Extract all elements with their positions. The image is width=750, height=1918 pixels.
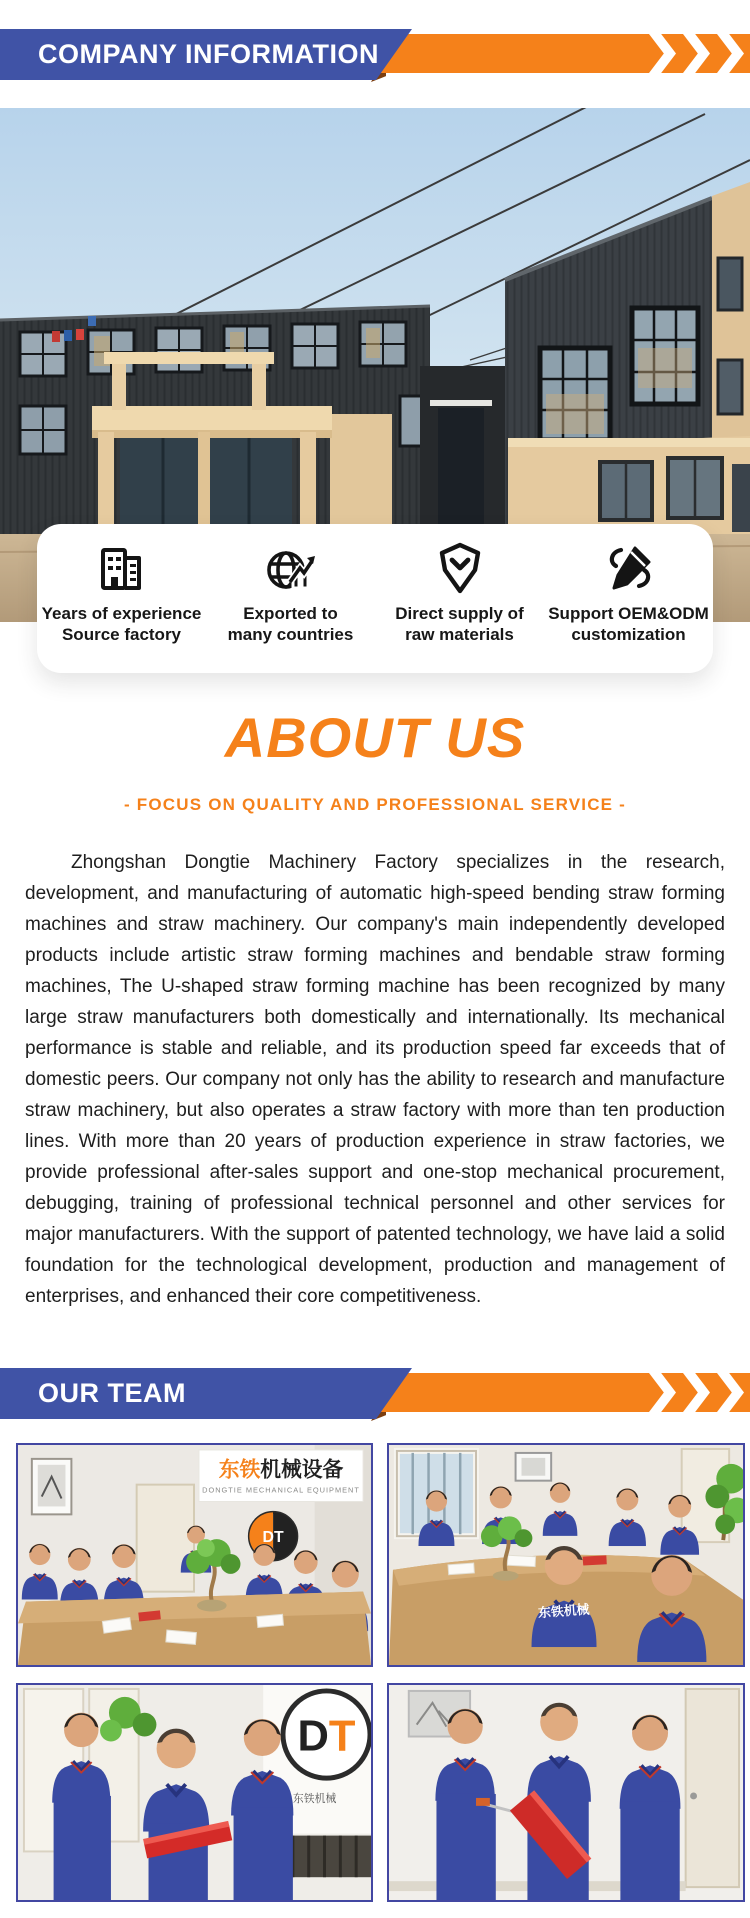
shirt-back-text: 东铁机械: [537, 1602, 590, 1622]
chevron-right-icons: [649, 1373, 744, 1412]
banner-cn-orange: 东铁: [218, 1457, 261, 1482]
company-banner: [199, 1450, 363, 1502]
feature-label: [395, 603, 523, 645]
team-photo-meeting-side: [387, 1443, 745, 1667]
chevron-right-icon: [649, 1373, 676, 1412]
team-photo-1-illustration: [18, 1445, 371, 1665]
chevron-right-icon: [717, 34, 744, 73]
screwdriver-handle: [476, 1798, 490, 1806]
meeting-table: [18, 1592, 371, 1665]
feature-item-raw-materials: [375, 540, 544, 673]
chevron-right-icon: [717, 1373, 744, 1412]
feature-label-line2: raw materials: [405, 625, 514, 644]
chevron-right-icon: [683, 34, 710, 73]
team-photo-3-illustration: [18, 1685, 371, 1900]
company-information-banner: [0, 29, 750, 80]
feature-label-line2: many countries: [227, 625, 354, 644]
feature-label: [228, 603, 354, 645]
logo-caption-cn: 东铁机械: [292, 1791, 337, 1805]
feature-label: [548, 603, 709, 645]
feature-item-oem-odm: [544, 540, 713, 673]
feature-label-line1: Direct supply of: [395, 604, 524, 623]
front-tan-building: [508, 436, 750, 536]
svg-text:东铁机械设备: [219, 1458, 344, 1482]
buildings-icon: [94, 540, 150, 596]
team-photo-grid: [16, 1443, 747, 1902]
door: [686, 1689, 739, 1887]
feature-label-line2: customization: [571, 625, 686, 644]
our-team-banner: [0, 1368, 750, 1419]
door: [137, 1485, 194, 1592]
feature-item-export: [206, 540, 375, 673]
team-photo-meeting-front: [16, 1443, 373, 1667]
feature-label: [42, 603, 202, 645]
standing-men: [52, 1713, 293, 1900]
chevron-right-icons: [649, 34, 744, 73]
feature-label-line1: Years of experience: [41, 604, 202, 623]
middle-building-section: [420, 366, 512, 538]
feature-label-line1: Exported to: [243, 604, 338, 623]
feature-card: [37, 524, 713, 673]
chevron-right-icon: [683, 1373, 710, 1412]
shield-check-icon: [432, 540, 488, 596]
dt-logo-text: DT: [262, 1529, 284, 1547]
banner-cn-black: 机械设备: [260, 1457, 344, 1482]
feature-item-experience: [37, 540, 206, 673]
banner-en: DONGTIE MECHANICAL EQUIPMENT: [202, 1485, 360, 1495]
feature-label-line1: Support OEM&ODM: [548, 604, 709, 623]
about-us-title: ABOUT US: [224, 706, 526, 769]
svg-text:DT: DT: [297, 1712, 356, 1761]
team-photo-4-illustration: [389, 1685, 743, 1900]
about-us-subtitle: - FOCUS ON QUALITY AND PROFESSIONAL SERVICE -: [123, 795, 627, 814]
section-title-company: COMPANY INFORMATION: [38, 39, 379, 69]
standing-men: [435, 1703, 680, 1900]
about-us-paragraph: Zhongshan Dongtie Machinery Factory specializes in the research, development, and manufacturing of automatic high-speed bending straw forming machines and straw machinery. Our company's main independently developed products include artistic straw forming machines and bendable straw forming machines, The U-shaped straw forming machine has been recognized by many large straw manufacturers both domestically and internationally. Its mechanical performance is stable and reliable, and its production speed far exceeds that of domestic peers. Our company not only has the ability to research and manufacture straw machinery, but also operates a straw factory with more than ten production lines. With more than 20 years of production experience in straw factories, we provide professional after-sales support and one-stop mechanical procurement, debugging, training of professional technical personnel and other services for major manufacturers. With the support of patented technology, we have laid a solid foundation for the technological development, production and management of enterprises, and enhanced their core competitiveness.: [25, 852, 725, 1307]
chevron-right-icon: [649, 34, 676, 73]
section-title-team: OUR TEAM: [38, 1378, 186, 1408]
globe-growth-icon: [263, 540, 319, 596]
team-photo-inspect-tray: [16, 1683, 373, 1902]
team-photo-2-illustration: [389, 1445, 743, 1665]
feature-label-line2: Source factory: [61, 625, 182, 644]
team-photo-inspect-part: [387, 1683, 745, 1902]
pencil-icon: [601, 540, 657, 596]
